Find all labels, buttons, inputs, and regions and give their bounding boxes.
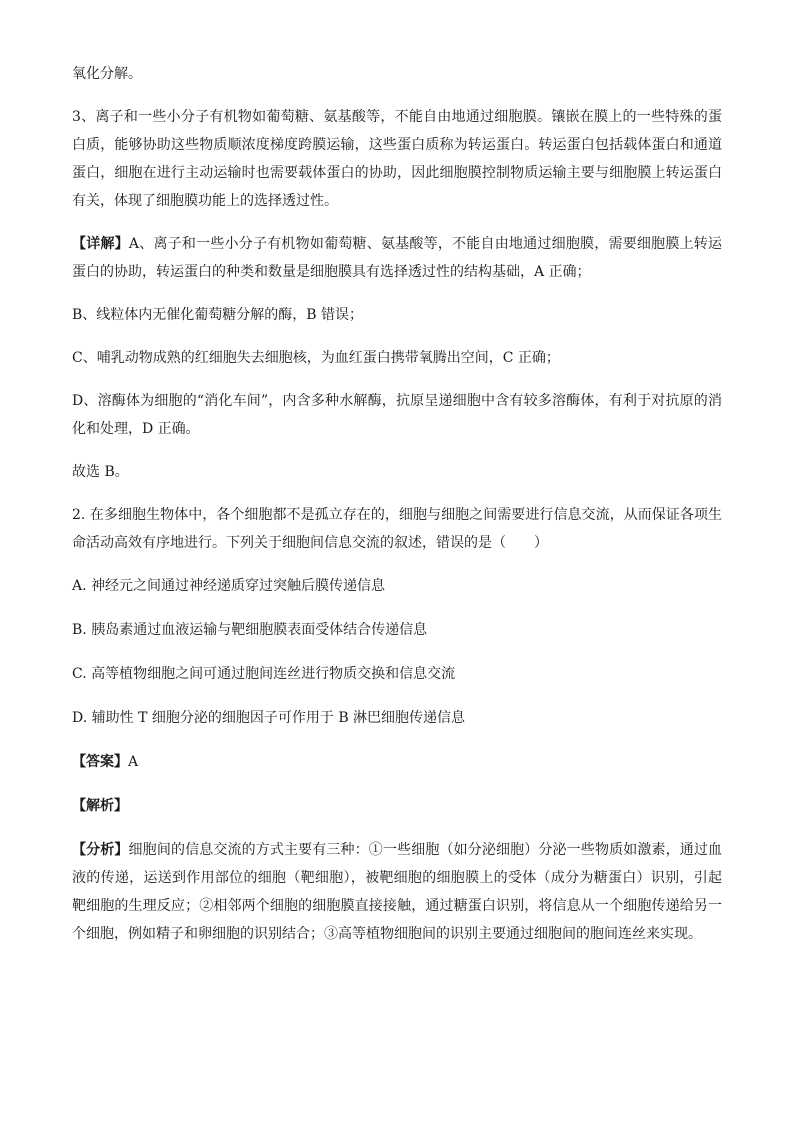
- option-b: B. 胰岛素通过血液运输与靶细胞膜表面受体结合传递信息: [72, 622, 428, 638]
- analysis-title-text: 【解析】: [72, 798, 128, 814]
- paragraph-detail-b: B、线粒体内无催化葡萄糖分解的酶，B 错误；: [72, 307, 364, 323]
- analysis-paragraph: [72, 836, 722, 948]
- detail-tag: 【详解】: [72, 236, 129, 252]
- option-c: C. 高等植物细胞之间可通过胞间连丝进行物质交换和信息交流: [72, 666, 456, 682]
- answer-line: [72, 748, 722, 776]
- analysis-title: [72, 792, 722, 820]
- question-2-stem: 2. 在多细胞生物体中，各个细胞都不是孤立存在的，细胞与细胞之间需要进行信息交流，从而保证各项生命活动高效有序地进行。下列关于细胞间信息交流的叙述，错误的是（ ）: [72, 507, 722, 551]
- paragraph-transport-proteins: 3、离子和一些小分子有机物如葡萄糖、氨基酸等，不能自由地通过细胞膜。镶嵌在膜上的一些特殊的蛋白质，能够协助这些物质顺浓度梯度跨膜运输，这些蛋白质称为转运蛋白。转运蛋白包括载体蛋白和通道蛋白，细胞在进行主动运输时也需要载体蛋白的协助，因此细胞膜控制物质运输主要与细胞膜上转运蛋白有关，体现了细胞膜功能上的选择透过性。: [72, 109, 722, 209]
- option-d: D. 辅助性 T 细胞分泌的细胞因子可作用于 B 淋巴细胞传递信息: [72, 710, 466, 726]
- paragraph-detail-d: D、溶酶体为细胞的“消化车间”，内含多种水解酶，抗原呈递细胞中含有较多溶酶体，有利于对抗原的消化和处理，D 正确。: [72, 393, 722, 437]
- answer-tag: 【答案】: [72, 754, 128, 770]
- document-page: [72, 60, 722, 963]
- paragraph-choice-b: 故选 B。: [72, 464, 129, 480]
- analysis-text: 细胞间的信息交流的方式主要有三种：①一些细胞（如分泌细胞）分泌一些物质如激素，通过血液的传递，运送到作用部位的细胞（靶细胞），被靶细胞的细胞膜上的受体（成分为糖蛋白）识别，引起靶细胞的生理反应；②相邻两个细胞的细胞膜直接接触，通过糖蛋白识别，将信息从一个细胞传递给另一个细胞，例如精子和卵细胞的识别结合；③高等植物细胞间的识别主要通过细胞间的胞间连丝来实现。: [72, 842, 723, 942]
- analysis-tag: 【分析】: [72, 842, 129, 858]
- detail-a-text: A、离子和一些小分子有机物如葡萄糖、氨基酸等，不能自由地通过细胞膜，需要细胞膜上转运蛋白的协助，转运蛋白的种类和数量是细胞膜具有选择透过性的结构基础，A 正确；: [72, 236, 723, 280]
- paragraph-oxidation: 氧化分解。: [72, 66, 142, 82]
- paragraph-detail-c: C、哺乳动物成熟的红细胞失去细胞核，为血红蛋白携带氧腾出空间，C 正确；: [72, 350, 560, 366]
- paragraph-detail-a: [72, 230, 722, 286]
- option-a: A. 神经元之间通过神经递质穿过突触后膜传递信息: [72, 578, 386, 594]
- answer-value: A: [128, 754, 139, 770]
